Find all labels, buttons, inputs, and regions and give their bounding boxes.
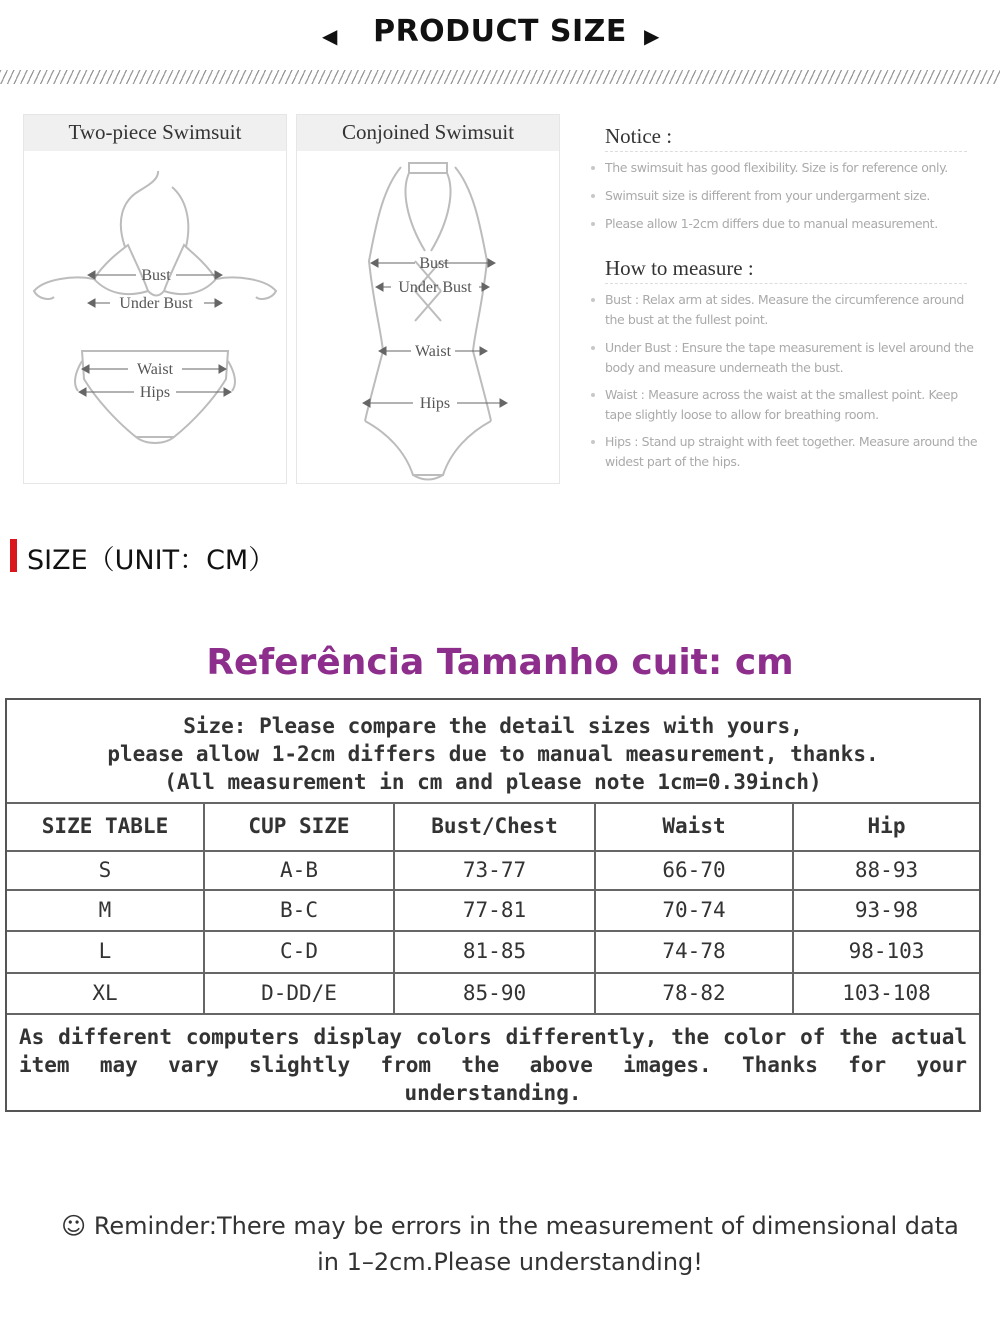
table-cell: 85-90 [462,981,527,1005]
table-cell: 93-98 [854,898,919,922]
table-outro: As different computers display colors differently, the color of the actual item may vary slightly from the above images. Thanks for your understanding. [19,1025,967,1105]
table-cell: 81-85 [462,939,527,963]
measure-item-hips: Hips : Stand up straight with feet together. Measure around the widest part of the hips. [605,432,980,472]
table-cell: L [98,939,112,963]
table-cell: D-DD/E [261,981,337,1005]
column-header-size: SIZE TABLE [41,814,169,838]
measure-item-bust: Bust : Relax arm at sides. Measure the circumference around the bust at the fullest point. [605,290,980,330]
waist-label: Waist [414,343,452,360]
size-table [5,698,981,1112]
table-cell: 103-108 [842,981,931,1005]
smiley-icon: ☺ [61,1212,87,1240]
hips-label: Hips [419,395,451,412]
triangle-left-icon: ◀ [322,26,338,48]
table-cell: 78-82 [662,981,726,1005]
table-cell: 73-77 [462,858,527,882]
waist-label: Waist [136,361,174,378]
how-to-measure-divider [605,283,967,284]
one-piece-illustration [297,151,559,481]
column-header-waist: Waist [662,814,726,838]
bust-label: Bust [141,267,171,284]
page-title: PRODUCT SIZE [373,14,627,49]
measure-item-under-bust: Under Bust : Ensure the tape measurement is level around the body and measure underneath the bust. [605,338,980,378]
reference-title: Referência Tamanho cuit: cm [206,642,794,683]
column-header-bust: Bust/Chest [431,814,558,838]
table-cell: 77-81 [462,898,527,922]
triangle-right-icon: ▶ [644,26,660,48]
table-cell: 88-93 [854,858,919,882]
notice-title: Notice : [605,124,673,148]
notice-item: The swimsuit has good flexibility. Size is for reference only. [605,158,980,178]
table-cell: C-D [280,939,318,963]
size-section-heading: SIZE（UNIT：CM） [27,545,276,576]
table-cell: XL [92,981,118,1005]
hatched-divider [0,70,1000,84]
hips-label: Hips [139,384,171,401]
table-cell: B-C [280,898,318,922]
table-cell: 74-78 [662,939,726,963]
bust-label: Bust [419,255,449,272]
notice-item: Swimsuit size is different from your undergarment size. [605,186,980,206]
table-cell: 70-74 [662,898,726,922]
bikini-illustration [24,151,286,481]
reminder-text: Reminder:There may be errors in the measurement of dimensional data in 1–2cm.Please understanding! [93,1212,959,1276]
how-to-measure-title: How to measure : [605,256,754,280]
column-header-hip: Hip [867,814,906,838]
section-accent-bar [10,539,17,572]
reminder [60,1208,960,1280]
table-cell: S [98,858,112,882]
table-intro: Size: Please compare the detail sizes with yours, please allow 1-2cm differs due to manual measurement, thanks. (All measurement in cm and please note 1cm=0.39inch) [107,714,879,794]
two-piece-title: Two-piece Swimsuit [24,115,286,151]
column-header-cup: CUP SIZE [248,814,350,838]
conjoined-title: Conjoined Swimsuit [297,115,559,151]
conjoined-diagram [296,114,560,484]
notice-item: Please allow 1-2cm differs due to manual measurement. [605,214,980,234]
table-cell: M [98,898,112,922]
table-cell: 98-103 [848,939,925,963]
table-cell: A-B [280,858,318,882]
table-cell: 66-70 [662,858,726,882]
measure-item-waist: Waist : Measure across the waist at the smallest point. Keep tape slightly loose to allow for breathing room. [605,385,980,425]
under-bust-label: Under Bust [119,295,193,312]
two-piece-diagram [23,114,287,484]
notice-divider [605,151,967,152]
under-bust-label: Under Bust [398,279,472,296]
